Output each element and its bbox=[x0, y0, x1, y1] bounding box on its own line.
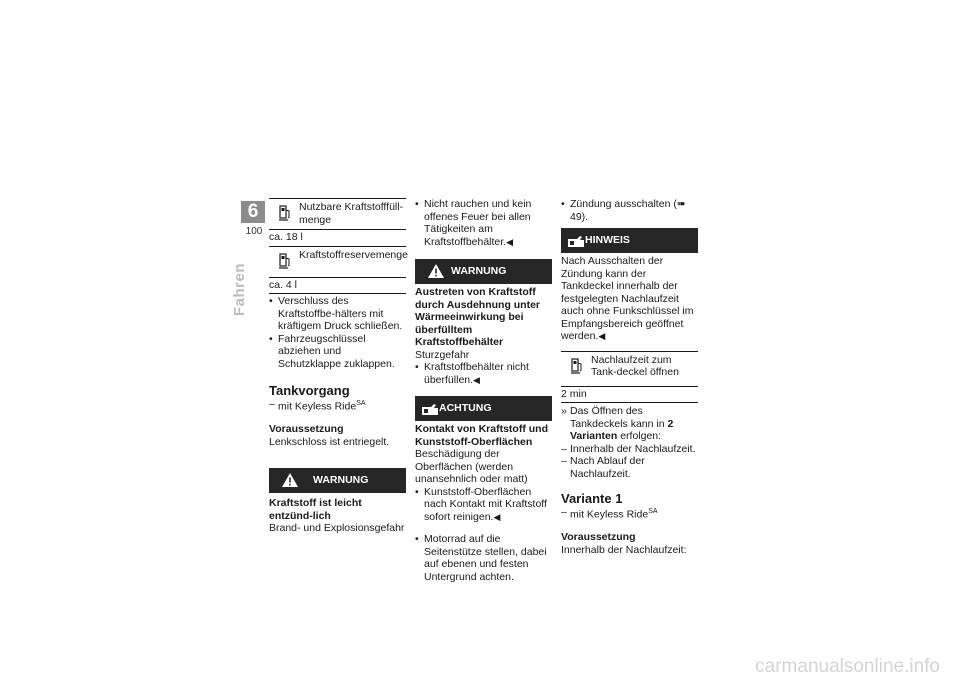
warning-banner bbox=[415, 259, 552, 284]
caution-label: ACHTUNG bbox=[439, 402, 492, 414]
equipment-note: – mit Keyless Ride$^{SA}$ bbox=[561, 506, 698, 521]
warning-banner bbox=[269, 468, 406, 493]
column-3 bbox=[561, 198, 698, 556]
list-item: • Kraftstoffbehälter nicht überfüllen.◀ bbox=[415, 361, 552, 386]
spec-table-run-on-time bbox=[561, 351, 698, 404]
hand-icon bbox=[568, 235, 584, 247]
spec-value: 2 min bbox=[561, 386, 698, 403]
fuel-pump-icon bbox=[279, 252, 291, 270]
end-mark: ◀ bbox=[506, 236, 514, 247]
list-item: • Kunststoff-Oberflächen nach Kontakt mit Kraftstoff sofort reinigen.◀ bbox=[415, 486, 552, 524]
list-item: – Innerhalb der Nachlaufzeit. bbox=[561, 443, 698, 456]
warning-title: Austreten von Kraftstoff durch Ausdehnung unter Wärmeeinwirkung bei überfülltem Kraftstoffbehälter bbox=[415, 286, 541, 348]
note-banner bbox=[561, 228, 698, 253]
end-mark: ◀ bbox=[598, 331, 606, 341]
warning-label: WARNUNG bbox=[313, 474, 369, 486]
list-item: • Verschluss des Kraftstoffbe-hälters mit kräftigem Druck schließen. bbox=[269, 295, 406, 333]
hand-icon bbox=[422, 403, 438, 415]
spec-label: Nutzbare Kraftstofffüll-menge bbox=[299, 201, 404, 226]
column-2 bbox=[415, 198, 552, 583]
fuel-pump-icon bbox=[571, 357, 583, 375]
caution-text: Beschädigung der Oberflächen (werden unansehnlich oder matt) bbox=[415, 448, 528, 485]
chapter-number: 6 bbox=[241, 201, 265, 223]
equipment-note: – mit Keyless Ride$^{SA}$ bbox=[269, 398, 406, 413]
warning-text: Sturzgefahr bbox=[415, 348, 470, 361]
section-heading: Variante 1 bbox=[561, 491, 623, 506]
prerequisite-title: Voraussetzung bbox=[561, 531, 636, 543]
list-item: • Fahrzeugschlüssel abziehen und Schutzklappe zuklappen. bbox=[269, 333, 406, 371]
warning-icon bbox=[282, 473, 298, 487]
fuel-pump-icon bbox=[279, 204, 291, 222]
prerequisite-text: Lenkschloss ist entriegelt. bbox=[269, 435, 390, 448]
note-label: HINWEIS bbox=[585, 234, 630, 246]
spec-value: ca. 4 l bbox=[269, 277, 406, 294]
list-item: – Nach Ablauf der Nachlaufzeit. bbox=[561, 455, 698, 480]
watermark: carmanualsonline.info bbox=[755, 655, 940, 677]
section-label bbox=[231, 262, 274, 332]
column-1 bbox=[269, 198, 406, 535]
spec-label: Nachlaufzeit zum Tank-deckel öffnen bbox=[591, 353, 679, 378]
section-label-text: Fahren bbox=[231, 262, 248, 316]
section-heading: Tankvorgang bbox=[269, 383, 350, 398]
list-item: • Zündung ausschalten (➠ 49). bbox=[561, 198, 698, 223]
prerequisite-text: Innerhalb der Nachlaufzeit: bbox=[561, 543, 687, 556]
spec-value: ca. 18 l bbox=[269, 229, 406, 246]
caution-banner bbox=[415, 396, 552, 421]
spec-table-fuel-reserve bbox=[269, 247, 406, 295]
warning-icon bbox=[428, 264, 444, 278]
warning-label: WARNUNG bbox=[451, 265, 507, 277]
spec-label: Kraftstoffreservemenge bbox=[299, 248, 408, 261]
spec-table-fuel-capacity bbox=[269, 198, 406, 247]
end-mark: ◀ bbox=[473, 374, 480, 385]
result-item: » Das Öffnen des Tankdeckels kann in 2 Varianten erfolgen: bbox=[561, 405, 698, 443]
prerequisite-title: Voraussetzung bbox=[269, 423, 344, 435]
end-mark: ◀ bbox=[493, 511, 501, 522]
caution-title: Kontakt von Kraftstoff und Kunststoff-Oberflächen bbox=[415, 423, 548, 448]
warning-text: Brand- und Explosionsgefahr bbox=[269, 522, 405, 534]
page-number: 100 bbox=[245, 226, 263, 237]
note-text: Nach Ausschalten der Zündung kann der Tankdeckel innerhalb der festgelegten Nachlaufzeit auch ohne Funkschlüssel im Empfangsbereich geöffnet werden.◀ bbox=[561, 255, 694, 342]
list-item: • Motorrad auf die Seitenstütze stellen, dabei auf ebenen und festen Untergrund achten. bbox=[415, 533, 552, 583]
warning-title: Kraftstoff ist leicht entzünd-lich bbox=[269, 497, 362, 522]
list-item: • Nicht rauchen und kein offenes Feuer bei allen Tätigkeiten am Kraftstoffbehälter.◀ bbox=[415, 198, 552, 248]
